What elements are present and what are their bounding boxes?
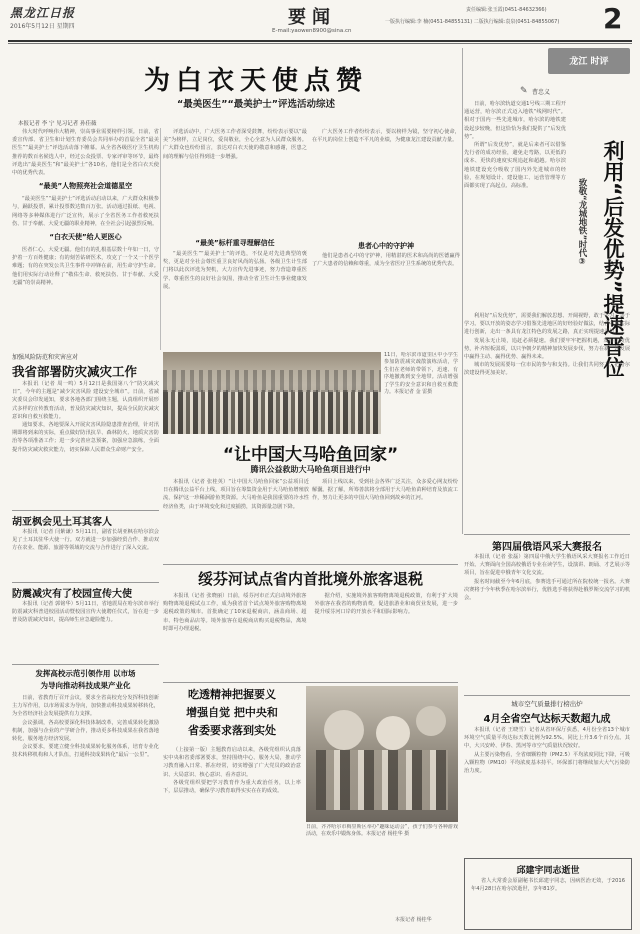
lead-para5: “最美医生”“最美护士”的评选，不仅是对先进典型的褒奖，更是对全社会尊医重卫良好风尚的弘扬。各级卫生计生部门将以此次评选为契机，大力宣传先进事迹，努力营造尊重医学、尊重医生的良好社会氛围，推动全省卫生计生事业健康发展。 (163, 251, 307, 290)
email: E-mail:yaowen8900@sina.cn (272, 28, 352, 34)
lead-subhead1: “最美”人物照亮社会道德星空 (38, 182, 133, 191)
talent-para: （上接第一版）主题教育启动以来，各级党组织认真落实中央和省委部署要求，坚持围绕中心、服务大局，推动学习教育融入日常、抓在经常，切实增强了广大党员的政治意识、大局意识、核心意识、看齐意识。 (163, 747, 301, 778)
talent-title-1: 吃透精神把握要义 (188, 688, 276, 701)
masthead (0, 0, 640, 44)
page-number: 2 (603, 2, 623, 35)
lead-para5-cont: 他们是患者心中的守护神，用精湛的医术和高尚的医德赢得了广大患者的信赖和尊重，成为全省医疗卫生系统的优秀代表。 (312, 253, 460, 268)
lead-column-2 (163, 128, 307, 236)
quake-title: 防震减灾有了校园宣传大使 (12, 589, 132, 600)
commentary-label-box (548, 48, 630, 74)
kids-games-photo (306, 686, 458, 822)
air-title: 4月全省空气达标天数超九成 (483, 714, 611, 725)
talent-body: （上接第一版）主题教育启动以来，各级党组织认真落实中央和省委部署要求，坚持围绕中心、服务大局，推动学习教育融入日常、抓在经常，切实增强了广大党员的政治意识、大局意识、核心意识、看齐意识。 各级党组织要把学习教育作为重大政治任务，以上率下，层层推动，确保学习教育取得实实在在的成效。 (163, 747, 301, 795)
air-body: 本报讯（记者 王晓雪）记者从省环保厅获悉，4月份全省13个城市环境空气质量平均达标天数比例为92.5%，同比上升3.6个百分点。其中，大兴安岭、伊春、黑河等市空气质量状况较好。 从主要污染物看，全省细颗粒物（PM2.5）平均浓度同比下降，可吸入颗粒物（PM10）平均浓度基本持平。环保部门将继续加大大气污染防治力度。 (464, 727, 630, 775)
date-line: 2016年5月12日 星期四 (10, 23, 75, 30)
commentary-body-1 (464, 100, 566, 312)
disaster-para1: 本报讯（记者 周一鸣）5月12日是我国第八个“防灾减灾日”，今年的主题是“减少灾害风险 建设安全城市”。日前，省减灾委员会印发通知，要求各地各部门围绕主题，认真组织开展形式多样的宣传教育活动，普及防灾减灾知识，提高全民防灾减灾意识和自救互救能力。 (12, 381, 159, 420)
air-para: 本报讯（记者 王晓雪）记者从省环保厅获悉，4月份全省13个城市环境空气质量平均达标天数比例为92.5%，同比上升3.6个百分点。其中，大兴安岭、伊春、黑河等市空气质量状况较好。 (464, 727, 630, 750)
masthead-rule-thin (8, 43, 632, 44)
lead-para2: “最美医生”“最美护士”评选活动启动以来，广大群众积极参与，踊跃投票，累计投票数达数百万张。活动通过报纸、电视、网络等多种媒体进行广泛宣传，展示了全省医务工作者救死扶伤、甘于奉献、大爱无疆的职业精神，在全社会引起强烈反响。 (12, 196, 159, 227)
quake-para: 本报讯（记者 郭铭华）5月11日，省地震局在哈尔滨市举行防震减灾科普进校园活动暨校园宣传大使聘任仪式，旨在进一步普及防震减灾知识，提高师生应急避险能力。 (12, 601, 159, 624)
lead-para4-cont: 广大医务工作者纷纷表示，要以榜样为镜，坚守初心使命，在平凡的岗位上创造不平凡的业绩，为健康龙江建设贡献力量。 (312, 129, 460, 144)
forum-body: 本报讯（记者 张磊）第四届中俄大学生俄语风采大赛报名工作近日开始。大赛面向全国高校俄语专业在读学生，设演讲、朗诵、才艺展示等项目，旨在促进中俄青年文化交流。 报名时间截至今年6月底，参赛选手可通过所在院校统一报名。大赛决赛将于今年秋季在哈尔滨举行，优胜选手将获得赴俄罗斯交流学习的机会。 (464, 554, 630, 602)
fish-body-1 (163, 478, 309, 562)
commentary-para2: 所谓“后发优势”，就是后来者可以借鉴先行者的成功经验，避免走弯路，以更低的成本、更快的速度实现追赶和超越。哈尔滨地铁建设充分吸收了国内外先进城市的经验，在规划设计、建设施工、运营管理等方面都实现了高起点、高标准。 (464, 142, 566, 190)
forum-para: 本报讯（记者 张磊）第四届中俄大学生俄语风采大赛报名工作近日开始。大赛面向全国高校俄语专业在读学生，设演讲、朗诵、才艺展示等项目，旨在促进中俄青年文化交流。 (464, 554, 630, 577)
obituary-body (471, 877, 625, 925)
masthead-rule-thick (8, 40, 632, 42)
forum-title: 第四届俄语风采大赛报名 (492, 542, 602, 553)
lead-column-2b (163, 250, 307, 350)
patient-care-heading: 患者心中的守护神 (358, 242, 414, 250)
talent-title-3: 省委要求落到实处 (188, 724, 276, 737)
promo-title-1: 发挥高校示范引领作用 以市场 (35, 669, 136, 678)
photo2-credit: 本报记者 杨桂华 (395, 917, 432, 923)
lead-byline: 本报记者 李 宁 见习记者 孙佳薇 (18, 121, 97, 127)
editors-line2: 一版执行编辑:李 楠(0451-84855131) 二版执行编辑:袁泉(0451-84855067) (385, 19, 560, 25)
promo-para: 日前，省教育厅召开会议，要求全省高校充分发挥科技创新主力军作用，以市场需求为导向，加快推动科技成果转移转化，为全省经济社会发展提供有力支撑。 (12, 695, 159, 718)
talent-title-2: 增强自觉 把中央和 (186, 706, 278, 719)
section-name: 要闻 (288, 7, 336, 28)
disaster-kicker: 加强风险防范和灾害应对 (12, 354, 79, 361)
fish-para2: 项目上线以来，受到社会各界广泛关注，众多爱心网友纷纷解囊。据了解，所筹善款将全部用于大马哈鱼苗种培育及放流工作，努力让更多的中国大马哈鱼回到故乡的江河。 (312, 479, 458, 502)
suifen-body: 本报讯（记者 张晓丽）日前，绥芬河市正式启动境外旅客购物离境退税试点工作，成为我省首个试点境外旅客购物离境退税政策的城市。首批确定了10家退税商店，涵盖商场、超市、特色商品店等。境外旅客在退税商店购买退税物品，离境时即可办理退税。 据介绍，实施境外旅客购物离境退税政策，有利于扩大境外旅客在我省的购物消费，促进旅游业和商贸业发展，进一步提升绥芬河口岸的开放水平和国际影响力。 (163, 593, 458, 632)
fish-body-2 (312, 478, 458, 562)
lead-para3: 医者仁心，大爱无疆。他们有的扎根基层数十年如一日，守护着一方百姓健康；有的刻苦钻研医术，攻克了一个又一个医学难题；有的在突发公共卫生事件中冲锋在前，用生命守护生命。他们用实际行动诠释了“敬佑生命、救死扶伤、甘于奉献、大爱无疆”的崇高精神。 (12, 247, 159, 286)
fish-subtitle: 腾讯公益救助大马哈鱼项目进行中 (250, 465, 371, 474)
commentary-subtitle: 致敬“龙城地铁”时代③ (577, 178, 587, 268)
hujun-para: 本报讯（记者 闫紫谦）5月11日，副省长胡亚枫在哈尔滨会见了土耳其驻华大使一行。双方就进一步加强经贸合作、推动双方在农业、能源、旅游等领域的交流与合作进行了深入交流。 (12, 529, 159, 552)
kids-games-caption: 日前，齐齐哈尔市梅里斯区举办“趣味运动会”，孩子们参与各种游戏活动，在欢乐中锻炼身体。本报记者 杨桂华 摄 (306, 824, 458, 838)
lead-subhead2: “白衣天使”给人更医心 (49, 233, 122, 242)
editors-line1: 责任编辑:张玉霞(0451-84632366) (466, 7, 547, 13)
promo-title-2: 为导向推动科技成果产业化 (40, 681, 131, 690)
hujun-title: 胡亚枫会见土耳其客人 (12, 517, 112, 528)
lead-para4: 评选活动中，广大医务工作者深受鼓舞，纷纷表示要以“最美”为榜样，立足岗位，爱岗敬业，全心全意为人民群众服务。广大群众也纷纷留言，表达对白衣天使的敬意和感谢，医患之间的理解与信任得到进一步增强。 (163, 129, 307, 160)
commentary-para3: 利用好“后发优势”，需要我们解放思想、开阔视野，敢于学习、善于学习。要以开放的姿态学习借鉴先进地区的好经验好做法，结合本地实际进行创新，走出一条具有龙江特色的发展之路，真正实现提速晋位。 (464, 313, 630, 336)
disaster-body (12, 380, 159, 508)
hujun-body (12, 528, 159, 580)
lead-subhead3: “最美”标杆重寻理解信任 (195, 239, 275, 247)
commentary-author: 曹忠义 (532, 89, 551, 96)
obituary-title: 邱建宇同志逝世 (516, 866, 580, 876)
commentary-title: 利用“后发优势”提速晋位 (601, 140, 625, 378)
paper-name: 黑龙江日报 (10, 6, 76, 20)
suifen-title: 绥芬河试点省内首批境外旅客退税 (197, 570, 423, 588)
obituary-para: 省人大常委会原副秘书长邱建宇同志，因病医治无效，于2016年4月28日在哈尔滨逝世，享年81岁。 (471, 878, 625, 893)
talent-headline-box (163, 686, 301, 742)
fish-para1: 本报讯（记者 张桂英）“让中国大马哈鱼回家”公益项目近日在腾讯公益平台上线，项目旨在筹集资金用于大马哈鱼增殖放流，保护这一珍稀洄游鱼类资源。大马哈鱼是我国重要的冷水性经济鱼类，由于环境变化和过度捕捞，其资源量急剧下降。 (163, 479, 309, 510)
students-drill-photo (163, 352, 381, 434)
lead-column-3b (312, 252, 460, 350)
obituary-box (464, 858, 632, 930)
quake-body (12, 600, 159, 662)
lead-subtitle: “最美医生”“最美护士”评选活动综述 (177, 99, 335, 110)
commentary-body-2: 利用好“后发优势”，需要我们解放思想、开阔视野，敢于学习、善于学习。要以开放的姿态学习借鉴先进地区的好经验好做法，结合本地实际进行创新，走出一条具有龙江特色的发展之路，真正实现提速晋位。 发展永无止境，追赶必须提速。我们要牢牢把握机遇，发挥比较优势，补齐短板弱项，以只争朝夕的精神加快发展步伐，努力在新一轮发展中赢得主动、赢得优势、赢得未来。 城市的发展需要每一位市民的参与和支持。让我们共同努力，把哈尔滨建设得更加美好。 (464, 313, 630, 377)
disaster-para2: 通知要求，各地要深入开展灾害风险隐患排查治理，针对汛期即将到来的实际，重点做好防汛抗旱、森林防火、地质灾害防治等各项准备工作；进一步完善应急预案，加强应急演练，全面提升防灾减灾救灾能力，切实保障人民群众生命财产安全。 (12, 422, 159, 453)
lead-column-3 (312, 128, 460, 236)
suifen-para: 本报讯（记者 张晓丽）日前，绥芬河市正式启动境外旅客购物离境退税试点工作，成为我省首个试点境外旅客购物离境退税政策的城市。首批确定了10家退税商店，涵盖商场、超市、特色商品店等。境外旅客在退税商店购买退税物品，离境时即可办理退税。 (163, 593, 307, 632)
lead-para1: 伟大时代呼唤伟大精神，崇高事业需要榜样引领。日前，省委宣传部、省卫生和计划生育委员会共同举办的首届全省“最美医生”“最美护士”评选活动落下帷幕。从全省各级医疗卫生机构推荐的数百名候选人中，经过公众投票、专家评审等环节，最终评选出“最美医生”和“最美护士”各10名，他们是全省白衣天使中的优秀代表。 (12, 129, 159, 177)
promo-body: 日前，省教育厅召开会议，要求全省高校充分发挥科技创新主力军作用，以市场需求为导向，加快推动科技成果转移转化，为全省经济社会发展提供有力支撑。 会议强调，各高校要深化科技体制改革，完善成果转化激励机制，加强与企业的产学研合作，推动更多科技成果在我省落地转化，服务地方经济发展。 会议要求，要建立健全科技成果转化服务体系，培育专业化技术转移机构和人才队伍，打通科技成果转化“最后一公里”。 (12, 695, 159, 759)
lead-title: 为白衣天使点赞 (143, 66, 368, 96)
disaster-title: 我省部署防灾减灾工作 (12, 364, 138, 379)
fish-title: “让中国大马哈鱼回家” (222, 445, 399, 465)
air-kicker: 城市空气质量排行榜出炉 (511, 700, 583, 708)
students-drill-caption: 11日，哈尔滨市道里区中小学生参加防震减灾疏散演练活动，学生们在老师的带领下，迅速、有序地撤离到安全地带。活动增强了学生的安全意识和自救互救能力。本报记者 金 雷摄 (384, 352, 458, 396)
lead-divider-vertical (160, 128, 161, 350)
pen-icon: ✎ (520, 86, 528, 96)
commentary-label: 龙江 时评 (569, 57, 609, 67)
commentary-para1: 日前，哈尔滨轨道交通1号线三期工程开通运营，哈尔滨正式迈入地铁“线网时代”。相对于国内一些先进城市，哈尔滨的地铁建设起步较晚，但这恰恰为我们提供了“后发优势”。 (464, 101, 566, 140)
